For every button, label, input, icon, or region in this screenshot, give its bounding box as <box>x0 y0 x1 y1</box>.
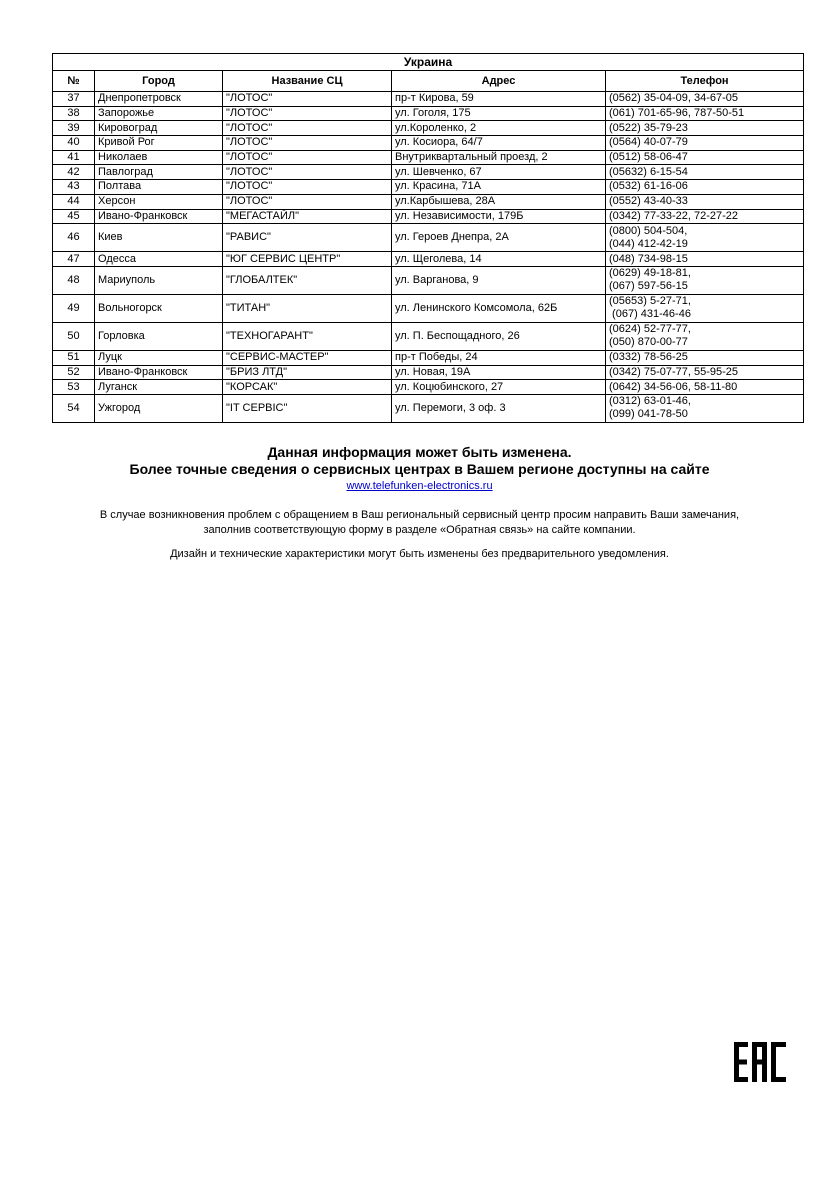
table-body <box>53 92 804 423</box>
cell-num: 37 <box>53 92 95 107</box>
cell-num: 41 <box>53 150 95 165</box>
header-address: Адрес <box>392 71 606 92</box>
header-city: Город <box>95 71 223 92</box>
table-row <box>53 350 804 365</box>
cell-address: Внутриквартальный проезд, 2 <box>392 150 606 165</box>
cell-phone <box>606 224 804 252</box>
table-row <box>53 150 804 165</box>
cell-name: "ЛОТОС" <box>223 165 392 180</box>
phone-line: (0532) 61-16-06 <box>609 180 688 193</box>
cell-city: Луганск <box>95 380 223 395</box>
phone-line: (0512) 58-06-47 <box>609 151 688 164</box>
header-phone: Телефон <box>606 71 804 92</box>
eac-mark-icon <box>734 1042 786 1082</box>
cell-num: 44 <box>53 194 95 209</box>
cell-phone <box>606 294 804 322</box>
cell-phone <box>606 165 804 180</box>
cell-city: Николаев <box>95 150 223 165</box>
phone-line: (0332) 78-56-25 <box>609 351 688 364</box>
cell-phone <box>606 350 804 365</box>
table-row <box>53 294 804 322</box>
cell-phone <box>606 150 804 165</box>
table-row <box>53 136 804 151</box>
phone-line: (0800) 504-504, <box>609 224 688 237</box>
cell-address: ул. Независимости, 179Б <box>392 209 606 224</box>
cell-phone <box>606 266 804 294</box>
phone-line: (0342) 77-33-22, 72-27-22 <box>609 209 739 222</box>
table-row <box>53 165 804 180</box>
feedback-line-2: заполнив соответствующую форму в разделе «Обратная связь» на сайте компании. <box>203 524 636 536</box>
cell-name: "IT СЕРВІС" <box>223 394 392 422</box>
cell-num: 47 <box>53 252 95 267</box>
cell-city: Луцк <box>95 350 223 365</box>
cell-num: 51 <box>53 350 95 365</box>
cell-num: 52 <box>53 365 95 380</box>
disclaimer: Дизайн и технические характеристики могут быть изменены без предварительного уведомления. <box>170 548 669 560</box>
header-name: Название СЦ <box>223 71 392 92</box>
phone-line: (050) 870-00-77 <box>609 336 688 349</box>
table-row <box>53 194 804 209</box>
cell-city: Кривой Рог <box>95 136 223 151</box>
cell-city: Днепропетровск <box>95 92 223 107</box>
cell-name: "МЕГАСТАЙЛ" <box>223 209 392 224</box>
feedback-line-1: В случае возникновения проблем с обращением в Ваш региональный сервисный центр просим направить Ваши замечания, <box>99 509 740 521</box>
phone-line: (0562) 35-04-09, 34-67-05 <box>609 92 739 105</box>
phone-line: (0312) 63-01-46, <box>609 395 691 408</box>
cell-name: "ЛОТОС" <box>223 180 392 195</box>
cell-name: "СЕРВИС-МАСТЕР" <box>223 350 392 365</box>
cell-phone <box>606 121 804 136</box>
cell-address: ул. Героев Днепра, 2А <box>392 224 606 252</box>
cell-city: Ивано-Франковск <box>95 209 223 224</box>
cell-city: Павлоград <box>95 165 223 180</box>
phone-line: (0522) 35-79-23 <box>609 121 688 134</box>
cell-city: Горловка <box>95 322 223 350</box>
cell-address: ул. Косиора, 64/7 <box>392 136 606 151</box>
table-row <box>53 224 804 252</box>
phone-line: (099) 041-78-50 <box>609 408 688 421</box>
cell-phone <box>606 252 804 267</box>
cell-num: 48 <box>53 266 95 294</box>
cell-name: "ЛОТОС" <box>223 136 392 151</box>
phone-line: (0564) 40-07-79 <box>609 136 688 149</box>
cell-address: ул. Красина, 71А <box>392 180 606 195</box>
cell-phone <box>606 394 804 422</box>
cell-name: "ЮГ СЕРВИС ЦЕНТР" <box>223 252 392 267</box>
cell-phone <box>606 136 804 151</box>
cell-phone <box>606 209 804 224</box>
service-centers-table <box>52 53 804 423</box>
phone-line: (0624) 52-77-77, <box>609 323 691 336</box>
cell-address: пр-т Победы, 24 <box>392 350 606 365</box>
table-row <box>53 121 804 136</box>
cell-phone <box>606 92 804 107</box>
table-row <box>53 92 804 107</box>
cell-num: 43 <box>53 180 95 195</box>
cell-city: Мариуполь <box>95 266 223 294</box>
cell-address: ул. П. Беспощадного, 26 <box>392 322 606 350</box>
table-title: Украина <box>53 54 804 71</box>
phone-line: (0342) 75-07-77, 55-95-25 <box>609 365 739 378</box>
notice-line-2: Более точные сведения о сервисных центрах в Вашем регионе доступны на сайте <box>129 461 710 477</box>
table-row <box>53 180 804 195</box>
cell-num: 45 <box>53 209 95 224</box>
cell-name: "ЛОТОС" <box>223 121 392 136</box>
cell-city: Одесса <box>95 252 223 267</box>
cell-num: 40 <box>53 136 95 151</box>
feedback-paragraph <box>0 508 839 538</box>
cell-phone <box>606 380 804 395</box>
cell-name: "ЛОТОС" <box>223 194 392 209</box>
table-row <box>53 322 804 350</box>
cell-address: ул. Новая, 19А <box>392 365 606 380</box>
cell-city: Запорожье <box>95 106 223 121</box>
cell-phone <box>606 106 804 121</box>
cell-num: 50 <box>53 322 95 350</box>
website-link-wrap <box>0 479 839 493</box>
cell-name: "КОРСАК" <box>223 380 392 395</box>
cell-name: "ТИТАН" <box>223 294 392 322</box>
phone-line: (067) 431-46-46 <box>609 308 691 321</box>
cell-city: Полтава <box>95 180 223 195</box>
table-row <box>53 365 804 380</box>
cell-name: "ГЛОБАЛТЕК" <box>223 266 392 294</box>
phone-line: (044) 412-42-19 <box>609 237 688 250</box>
table-row <box>53 266 804 294</box>
cell-phone <box>606 365 804 380</box>
cell-name: "ЛОТОС" <box>223 92 392 107</box>
phone-line: (067) 597-56-15 <box>609 280 688 293</box>
cell-num: 54 <box>53 394 95 422</box>
cell-num: 42 <box>53 165 95 180</box>
website-link[interactable]: www.telefunken-electronics.ru <box>346 480 493 492</box>
cell-address: ул. Перемоги, 3 оф. 3 <box>392 394 606 422</box>
cell-city: Киев <box>95 224 223 252</box>
phone-line: (0552) 43-40-33 <box>609 195 688 208</box>
cell-num: 46 <box>53 224 95 252</box>
cell-num: 39 <box>53 121 95 136</box>
cell-name: "БРИЗ ЛТД" <box>223 365 392 380</box>
cell-address: ул. Шевченко, 67 <box>392 165 606 180</box>
cell-name: "ЛОТОС" <box>223 106 392 121</box>
table-header-row <box>53 71 804 92</box>
cell-address: ул. Гоголя, 175 <box>392 106 606 121</box>
cell-address: ул.Карбышева, 28А <box>392 194 606 209</box>
cell-city: Херсон <box>95 194 223 209</box>
cell-city: Ужгород <box>95 394 223 422</box>
cell-city: Ивано-Франковск <box>95 365 223 380</box>
cell-num: 38 <box>53 106 95 121</box>
cell-address: пр-т Кирова, 59 <box>392 92 606 107</box>
table-row <box>53 106 804 121</box>
phone-line: (0642) 34-56-06, 58-11-80 <box>609 380 738 393</box>
cell-num: 53 <box>53 380 95 395</box>
cell-num: 49 <box>53 294 95 322</box>
phone-line: (05632) 6-15-54 <box>609 165 688 178</box>
cell-phone <box>606 322 804 350</box>
cell-phone <box>606 194 804 209</box>
table-row <box>53 380 804 395</box>
cell-address: ул. Варганова, 9 <box>392 266 606 294</box>
cell-address: ул.Короленко, 2 <box>392 121 606 136</box>
cell-address: ул. Ленинского Комсомола, 62Б <box>392 294 606 322</box>
table-row <box>53 394 804 422</box>
notice-line-1: Данная информация может быть изменена. <box>267 444 572 460</box>
cell-name: "ЛОТОС" <box>223 150 392 165</box>
table-row <box>53 252 804 267</box>
cell-phone <box>606 180 804 195</box>
phone-line: (05653) 5-27-71, <box>609 295 691 308</box>
phone-line: (0629) 49-18-81, <box>609 267 691 280</box>
cell-city: Кировоград <box>95 121 223 136</box>
phone-line: (061) 701-65-96, 787-50-51 <box>609 107 745 120</box>
cell-address: ул. Коцюбинского, 27 <box>392 380 606 395</box>
cell-name: "РАВИС" <box>223 224 392 252</box>
phone-line: (048) 734-98-15 <box>609 252 688 265</box>
cell-name: "ТЕХНОГАРАНТ" <box>223 322 392 350</box>
table-row <box>53 209 804 224</box>
cell-city: Вольногорск <box>95 294 223 322</box>
header-num: № <box>53 71 95 92</box>
cell-address: ул. Щеголева, 14 <box>392 252 606 267</box>
